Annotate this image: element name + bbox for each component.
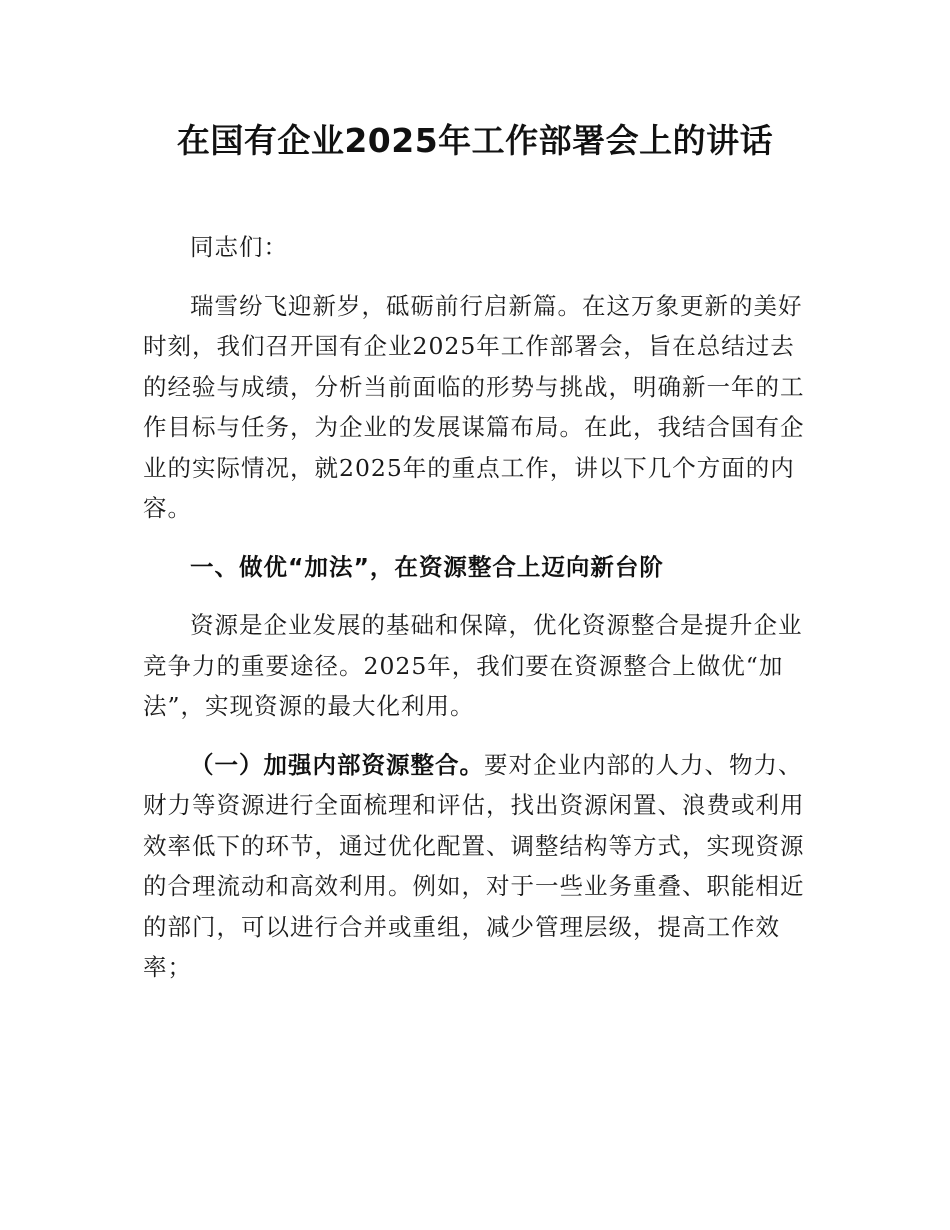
salutation: 同志们：: [190, 233, 288, 261]
document-body: [143, 227, 811, 988]
section-1-heading: 一、做优“加法”，在资源整合上迈向新台阶: [190, 552, 664, 581]
intro-paragraph: 瑞雪纷飞迎新岁，砥砺前行启新篇。在这万象更新的美好时刻，我们召开国有企业2025年工作部署会，旨在总结过去的经验与成绩，分析当前面临的形势与挑战，明确新一年的工作目标与任务，为企业的发展谋篇布局。在此，我结合国有企业的实际情况，就2025年的重点工作，讲以下几个方面的内容。: [143, 291, 805, 522]
section-1-paragraph: 资源是企业发展的基础和保障，优化资源整合是提升企业竞争力的重要途径。2025年，我们要在资源整合上做优“加法”，实现资源的最大化利用。: [143, 611, 803, 720]
document-title: 在国有企业2025年工作部署会上的讲话: [176, 121, 774, 160]
subsection-1-lead: （一）加强内部资源整合。: [190, 750, 484, 779]
subsection-1-text: 要对企业内部的人力、物力、财力等资源进行全面梳理和评估，找出资源闲置、浪费或利用效率低下的环节，通过优化配置、调整结构等方式，实现资源的合理流动和高效利用。例如，对于一些业务重叠、职能相近的部门，可以进行合并或重组，减少管理层级，提高工作效率；: [143, 750, 805, 981]
subsection-1-paragraph: [143, 745, 811, 988]
